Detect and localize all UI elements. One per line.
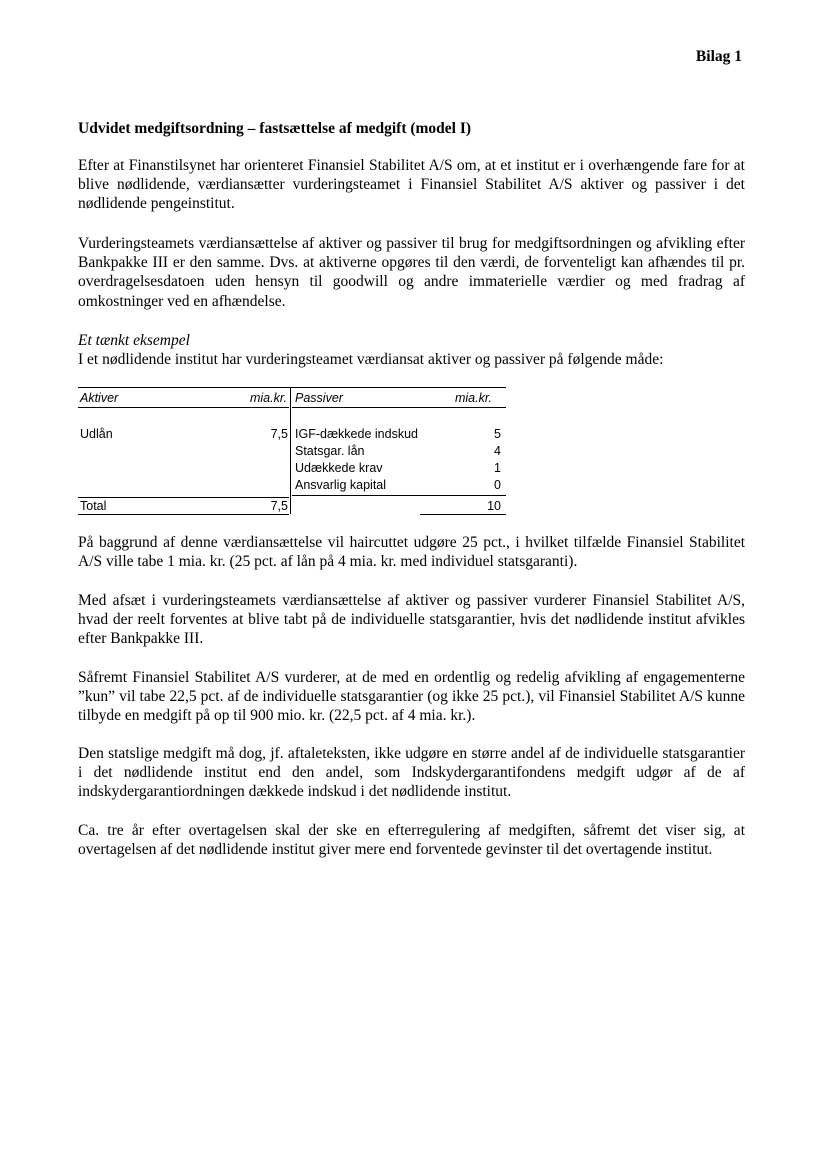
paragraph-1: Efter at Finanstilsynet har orienteret Finansiel Stabilitet A/S om, at et institut er i overhængende fare for at blive nødlidende, værdiansætter vurderingsteamet i Finansiel Stabilitet A/S aktiver og passiver i det nødlidende pengeinstitut. (78, 157, 745, 213)
asset-value-udlaan: 7,5 (270, 427, 288, 441)
document-title: Udvidet medgiftsordning – fastsættelse af medgift (model I) (78, 120, 472, 137)
liability-value: 0 (494, 478, 501, 492)
assets-header-rule (78, 407, 289, 408)
balance-table (78, 387, 506, 515)
paragraph-4: Med afsæt i vurderingsteamets værdiansættelse af aktiver og passiver vurderer Finansiel Stabilitet A/S, hvad der reelt forventes at blive tabt på de individuelle statsgarantier, hvis det nødlidende institut afvikles efter Bankpakke III. (78, 592, 745, 648)
total-liabilities-value: 10 (487, 499, 501, 513)
assets-total-bottom-rule (78, 514, 289, 515)
liability-value: 1 (494, 461, 501, 475)
liability-value: 4 (494, 444, 501, 458)
paragraph-2: Vurderingsteamets værdiansættelse af aktiver og passiver til brug for medgiftsordningen og afvikling efter Bankpakke III er den samme. Dvs. at aktiverne opgøres til den værdi, de forventeligt kan afhændes til pr. overdragelsesdatoen uden hensyn til goodwill og andre immaterielle værdier og med fradrag af omkostninger ved en afhændelse. (78, 235, 745, 310)
appendix-label: Bilag 1 (695, 48, 742, 65)
example-section (78, 331, 745, 369)
liability-label: Ansvarlig kapital (295, 478, 387, 492)
example-intro: I et nødlidende institut har vurderingsteamet værdiansat aktiver og passiver på følgende måde: (78, 351, 664, 369)
table-top-rule (78, 387, 506, 388)
liabilities-header-rule (292, 407, 506, 408)
assets-total-top-rule (78, 497, 289, 498)
total-label: Total (80, 499, 107, 513)
liabilities-unit: mia.kr. (454, 391, 492, 405)
liability-label: IGF-dækkede indskud (295, 427, 418, 441)
paragraph-7: Ca. tre år efter overtagelsen skal der ske en efterregulering af medgiften, såfremt det viser sig, at overtagelsen af det nødlidende institut giver mere end forventede gevinster til det overtagende institut. (78, 822, 745, 859)
paragraph-6: Den statslige medgift må dog, jf. aftaleteksten, ikke udgøre en større andel af de individuelle statsgarantier i det nødlidende institut end den andel, som Indskydergarantifondens medgift udgør af de af indskydergarantiordningen dækkede indskud i det nødlidende institut. (78, 745, 745, 801)
paragraph-5: Såfremt Finansiel Stabilitet A/S vurderer, at de med en ordentlig og redelig afvikling af engagementerne ”kun” vil tabe 22,5 pct. af de individuelle statsgarantier (og ikke 25 pct.), vil Finansiel Stabilitet A/S kunne tilbyde en medgift på op til 900 mio. kr. (22,5 pct. af 4 mia. kr.). (78, 669, 745, 725)
total-assets-value: 7,5 (270, 499, 288, 513)
liabilities-total-bottom-rule (420, 514, 506, 515)
liabilities-subtotal-rule (292, 495, 506, 496)
liabilities-header: Passiver (295, 391, 343, 405)
liability-label: Statsgar. lån (295, 444, 365, 458)
liability-value: 5 (494, 427, 501, 441)
example-heading: Et tænkt eksempel (78, 332, 190, 349)
assets-header: Aktiver (80, 391, 119, 405)
table-divider (290, 387, 291, 514)
liability-label: Udækkede krav (295, 461, 383, 475)
paragraph-3: På baggrund af denne værdiansættelse vil haircuttet udgøre 25 pct., i hvilket tilfælde Finansiel Stabilitet A/S ville tabe 1 mia. kr. (25 pct. af lån på 4 mia. kr. med individuel statsgaranti). (78, 534, 745, 571)
assets-unit: mia.kr. (249, 391, 287, 405)
asset-label-udlaan: Udlån (80, 427, 113, 441)
